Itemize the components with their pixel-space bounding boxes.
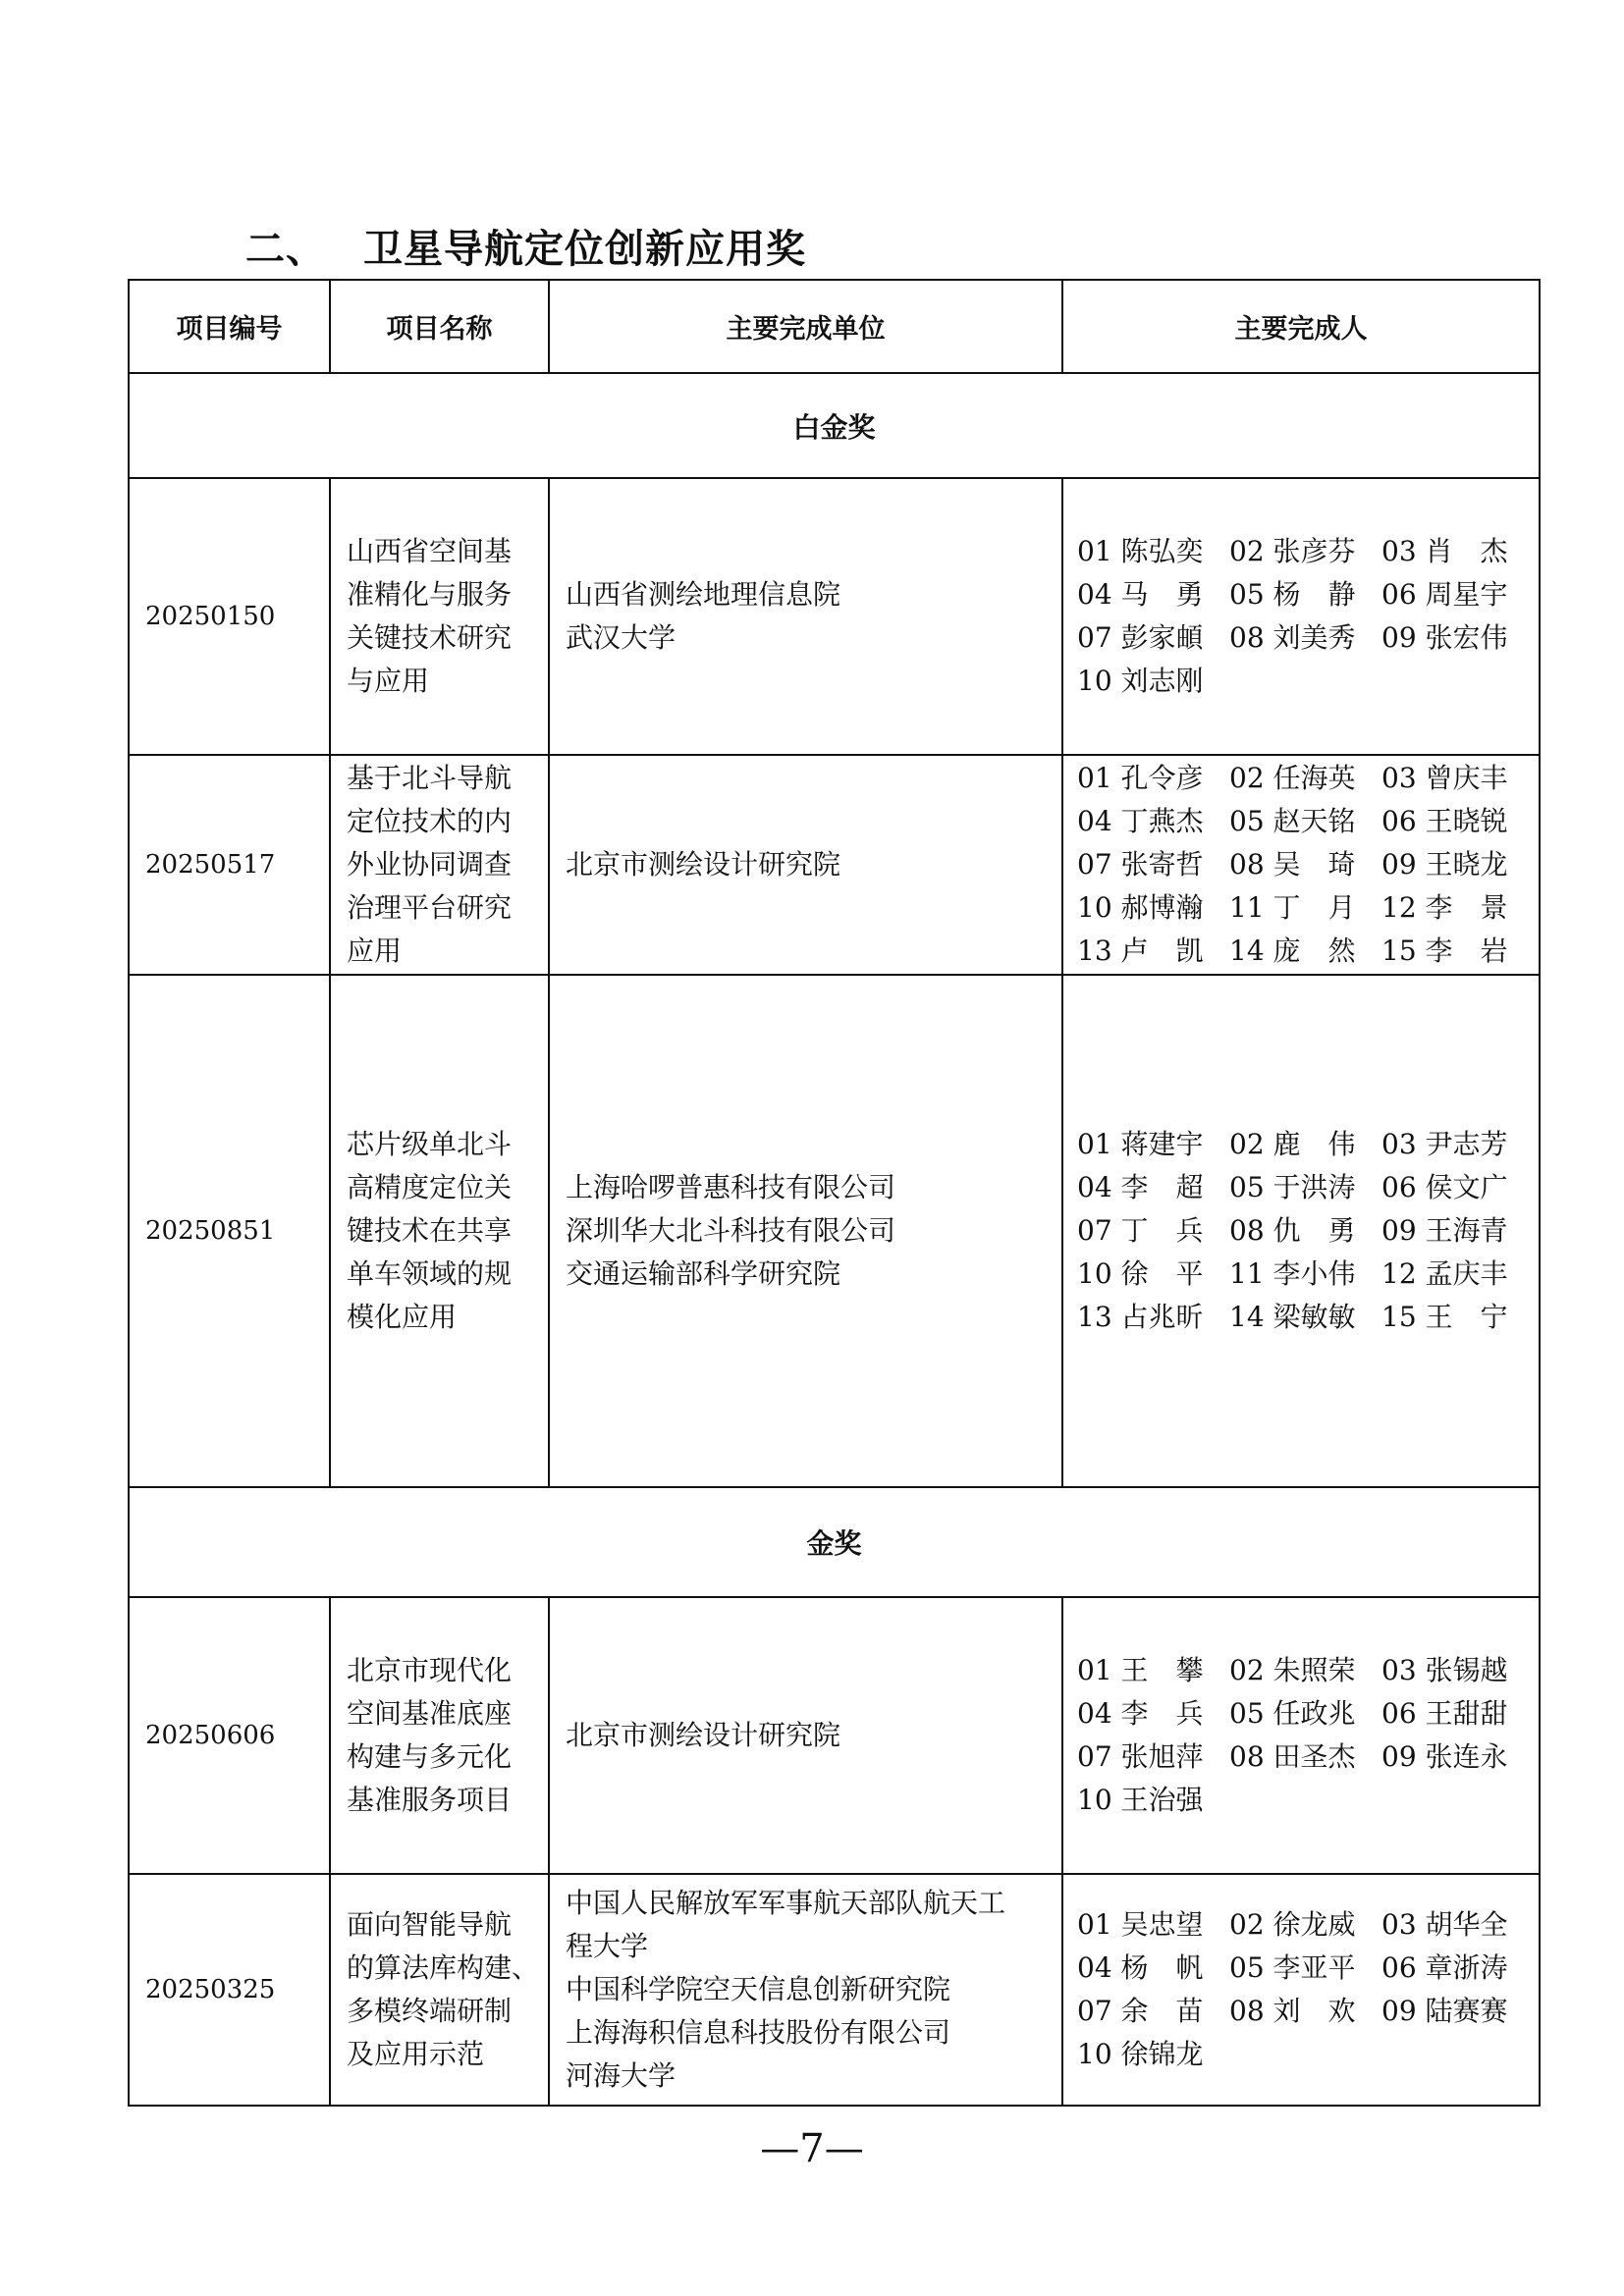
project-people — [1062, 1874, 1540, 2106]
person-name: 02 张彦芬 — [1229, 535, 1356, 567]
header-units: 主要完成单位 — [549, 280, 1062, 373]
project-name — [330, 478, 549, 755]
project-code: 20250517 — [129, 755, 330, 975]
award-level-row — [129, 1487, 1540, 1597]
person-name: 09 张宏伟 — [1381, 621, 1508, 654]
project-code: 20250851 — [129, 975, 330, 1487]
unit-name: 山西省测绘地理信息院 — [566, 578, 841, 611]
awards-table — [128, 279, 1541, 2107]
unit-name: 武汉大学 — [566, 621, 677, 654]
person-name: 09 张连永 — [1381, 1740, 1508, 1773]
person-name: 08 刘 欢 — [1229, 1995, 1356, 2027]
person-name: 05 任政兆 — [1229, 1697, 1356, 1730]
person-name: 07 丁 兵 — [1077, 1214, 1204, 1247]
person-name: 01 王 攀 — [1077, 1654, 1204, 1686]
project-name-line: 多模终端研制 — [347, 1995, 513, 2027]
person-name: 04 李 超 — [1077, 1171, 1204, 1203]
person-name: 03 曾庆丰 — [1381, 762, 1508, 794]
section-heading — [245, 218, 806, 274]
unit-name: 上海海积信息科技股份有限公司 — [566, 2016, 951, 2049]
person-name: 08 刘美秀 — [1229, 621, 1356, 654]
person-name: 02 鹿 伟 — [1229, 1128, 1356, 1160]
person-name: 10 王治强 — [1077, 1784, 1204, 1816]
person-name: 05 于洪涛 — [1229, 1171, 1356, 1203]
person-name: 13 卢 凯 — [1077, 934, 1204, 967]
project-name-line: 定位技术的内 — [347, 805, 513, 837]
unit-name: 河海大学 — [566, 2059, 677, 2092]
person-name: 09 王海青 — [1381, 1214, 1508, 1247]
person-name: 13 占兆昕 — [1077, 1301, 1204, 1333]
person-name: 01 孔令彦 — [1077, 762, 1204, 794]
project-name-line: 外业协同调查 — [347, 848, 513, 881]
project-units — [549, 1874, 1062, 2106]
person-name: 07 张寄哲 — [1077, 848, 1204, 881]
person-name: 04 李 兵 — [1077, 1697, 1204, 1730]
person-name: 06 侯文广 — [1381, 1171, 1508, 1203]
section-title: 卫星导航定位创新应用奖 — [363, 227, 806, 272]
project-name — [330, 975, 549, 1487]
project-people — [1062, 478, 1540, 755]
project-name-line: 与应用 — [347, 665, 430, 697]
person-name: 06 章浙涛 — [1381, 1951, 1508, 1984]
header-name: 项目名称 — [330, 280, 549, 373]
person-name: 05 赵天铭 — [1229, 805, 1356, 837]
award-level-row — [129, 373, 1540, 478]
person-name: 07 彭家頔 — [1077, 621, 1204, 654]
project-units — [549, 478, 1062, 755]
person-name: 15 李 岩 — [1381, 934, 1508, 967]
project-name-line: 治理平台研究 — [347, 891, 513, 924]
person-name: 03 肖 杰 — [1381, 535, 1508, 567]
project-name-line: 基于北斗导航 — [347, 762, 513, 794]
table-row — [129, 1597, 1540, 1874]
person-name: 08 田圣杰 — [1229, 1740, 1356, 1773]
person-name: 01 蒋建宇 — [1077, 1128, 1204, 1160]
person-name: 09 陆赛赛 — [1381, 1995, 1508, 2027]
unit-name: 交通运输部科学研究院 — [566, 1257, 841, 1290]
person-name: 06 周星宇 — [1381, 578, 1508, 611]
project-name-line: 基准服务项目 — [347, 1784, 513, 1816]
header-code: 项目编号 — [129, 280, 330, 373]
project-code: 20250606 — [129, 1597, 330, 1874]
table-row — [129, 1874, 1540, 2106]
person-name: 01 吴忠望 — [1077, 1908, 1204, 1941]
person-name: 14 梁敏敏 — [1229, 1301, 1356, 1333]
section-number: 二、 — [245, 227, 326, 272]
person-name: 07 张旭萍 — [1077, 1740, 1204, 1773]
person-name: 12 孟庆丰 — [1381, 1257, 1508, 1290]
project-name — [330, 1597, 549, 1874]
project-units — [549, 1597, 1062, 1874]
project-name-line: 及应用示范 — [347, 2038, 485, 2070]
project-name-line: 空间基准底座 — [347, 1697, 513, 1730]
person-name: 05 李亚平 — [1229, 1951, 1356, 1984]
unit-name: 深圳华大北斗科技有限公司 — [566, 1214, 896, 1247]
person-name: 15 王 宁 — [1381, 1301, 1508, 1333]
project-people — [1062, 1597, 1540, 1874]
person-name: 04 马 勇 — [1077, 578, 1204, 611]
project-name-line: 应用 — [347, 934, 403, 967]
person-name: 02 任海英 — [1229, 762, 1356, 794]
unit-name: 北京市测绘设计研究院 — [566, 1719, 841, 1751]
person-name: 07 余 苗 — [1077, 1995, 1204, 2027]
person-name: 08 仇 勇 — [1229, 1214, 1356, 1247]
project-name-line: 山西省空间基 — [347, 535, 513, 567]
project-people — [1062, 975, 1540, 1487]
person-name: 09 王晓龙 — [1381, 848, 1508, 881]
person-name: 06 王晓锐 — [1381, 805, 1508, 837]
person-name: 03 尹志芳 — [1381, 1128, 1508, 1160]
person-name: 04 丁燕杰 — [1077, 805, 1204, 837]
project-name — [330, 1874, 549, 2106]
person-name: 03 胡华全 — [1381, 1908, 1508, 1941]
person-name: 05 杨 静 — [1229, 578, 1356, 611]
project-name-line: 面向智能导航 — [347, 1908, 513, 1941]
person-name: 11 李小伟 — [1229, 1257, 1356, 1290]
person-name: 01 陈弘奕 — [1077, 535, 1204, 567]
person-name: 14 庞 然 — [1229, 934, 1356, 967]
unit-name: 程大学 — [566, 1930, 649, 1962]
person-name: 11 丁 月 — [1229, 891, 1356, 924]
project-name-line: 构建与多元化 — [347, 1740, 513, 1773]
project-code: 20250325 — [129, 1874, 330, 2106]
project-name-line: 芯片级单北斗 — [347, 1128, 513, 1160]
project-name-line: 键技术在共享 — [347, 1214, 513, 1247]
award-level-label: 白金奖 — [129, 373, 1540, 478]
page-number: —7— — [760, 2126, 864, 2171]
project-units — [549, 975, 1062, 1487]
unit-name: 中国科学院空天信息创新研究院 — [566, 1973, 951, 2005]
person-name: 10 徐 平 — [1077, 1257, 1204, 1290]
header-people: 主要完成人 — [1062, 280, 1540, 373]
table-row — [129, 478, 1540, 755]
table-row — [129, 755, 1540, 975]
project-code: 20250150 — [129, 478, 330, 755]
person-name: 06 王甜甜 — [1381, 1697, 1508, 1730]
table-row — [129, 975, 1540, 1487]
person-name: 12 李 景 — [1381, 891, 1508, 924]
unit-name: 中国人民解放军军事航天部队航天工 — [566, 1887, 1006, 1919]
project-name-line: 单车领域的规 — [347, 1257, 513, 1290]
project-name-line: 高精度定位关 — [347, 1171, 513, 1203]
unit-name: 上海哈啰普惠科技有限公司 — [566, 1171, 896, 1203]
project-name-line: 关键技术研究 — [347, 621, 513, 654]
unit-name: 北京市测绘设计研究院 — [566, 848, 841, 881]
project-name-line: 的算法库构建、 — [347, 1951, 540, 1984]
person-name: 10 刘志刚 — [1077, 665, 1204, 697]
project-units — [549, 755, 1062, 975]
person-name: 02 朱照荣 — [1229, 1654, 1356, 1686]
project-name-line: 北京市现代化 — [347, 1654, 513, 1686]
project-name — [330, 755, 549, 975]
award-level-label: 金奖 — [129, 1487, 1540, 1597]
person-name: 10 徐锦龙 — [1077, 2038, 1204, 2070]
project-people — [1062, 755, 1540, 975]
person-name: 02 徐龙威 — [1229, 1908, 1356, 1941]
person-name: 03 张锡越 — [1381, 1654, 1508, 1686]
header-row — [129, 280, 1540, 373]
project-name-line: 准精化与服务 — [347, 578, 513, 611]
person-name: 04 杨 帆 — [1077, 1951, 1204, 1984]
person-name: 10 郝博瀚 — [1077, 891, 1204, 924]
project-name-line: 模化应用 — [347, 1301, 458, 1333]
person-name: 08 吴 琦 — [1229, 848, 1356, 881]
